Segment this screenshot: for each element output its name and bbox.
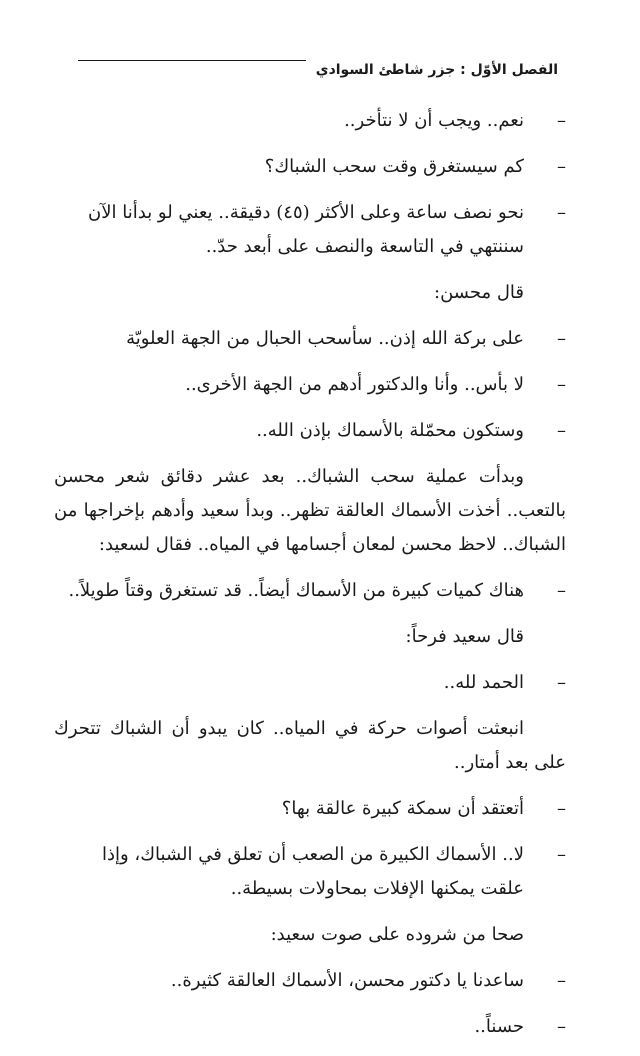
page-body: [54, 104, 566, 1056]
chapter-title: الفصل الأوّل : جزر شاطئ السوادي: [315, 62, 558, 78]
dialogue-line: [54, 964, 566, 998]
dialogue-dash: –: [557, 1016, 566, 1037]
running-header: [78, 58, 558, 82]
dialogue-dash: –: [557, 156, 566, 177]
narration-line: صحا من شروده على صوت سعيد:: [270, 924, 524, 945]
dialogue-line: [54, 196, 566, 264]
narration-line: قال محسن:: [434, 282, 524, 303]
dialogue-text: نحو نصف ساعة وعلى الأكثر (٤٥) دقيقة.. يعني لو بدأنا الآن سننتهي في التاسعة والنصف على أبعد حدّ..: [88, 202, 524, 257]
narrative-paragraph: وبدأت عملية سحب الشباك.. بعد عشر دقائق شعر محسن بالتعب.. أخذت الأسماك العالقة تظهر.. وبدأ سعيد وأدهم بإخراجها من الشباك.. لاحظ محسن لمعان أجسامها في المياه.. فقال لسعيد:: [54, 466, 566, 555]
dialogue-text: على بركة الله إذن.. سأسحب الحبال من الجهة العلويّة: [126, 328, 524, 349]
dialogue-line: [54, 666, 566, 700]
narration-line: قال سعيد فرحاً:: [405, 626, 524, 647]
dialogue-line: [54, 838, 566, 906]
dialogue-dash: –: [557, 110, 566, 131]
dialogue-dash: –: [557, 970, 566, 991]
dialogue-line: [54, 574, 566, 608]
dialogue-line: [54, 414, 566, 448]
dialogue-line: [54, 1010, 566, 1044]
dialogue-line: [54, 322, 566, 356]
dialogue-line: [54, 368, 566, 402]
dialogue-text: وستكون محمّلة بالأسماك بإذن الله..: [256, 420, 524, 441]
dialogue-text: حسناً..: [474, 1016, 524, 1037]
dialogue-text: لا بأس.. وأنا والدكتور أدهم من الجهة الأخرى..: [185, 374, 524, 395]
header-rule: [78, 60, 306, 61]
dialogue-line: [54, 104, 566, 138]
narrative-paragraph: انبعثت أصوات حركة في المياه.. كان يبدو أن الشباك تتحرك على بعد أمتار..: [54, 718, 566, 773]
dialogue-line: [54, 792, 566, 826]
dialogue-dash: –: [557, 798, 566, 819]
dialogue-dash: –: [557, 374, 566, 395]
dialogue-text: الحمد لله..: [443, 672, 524, 693]
dialogue-dash: –: [557, 328, 566, 349]
dialogue-dash: –: [557, 844, 566, 865]
dialogue-text: كم سيستغرق وقت سحب الشباك؟: [264, 156, 524, 177]
dialogue-text: ساعدنا يا دكتور محسن، الأسماك العالقة كثيرة..: [170, 970, 524, 991]
dialogue-dash: –: [557, 202, 566, 223]
dialogue-dash: –: [557, 672, 566, 693]
dialogue-text: نعم.. ويجب أن لا نتأخر..: [344, 110, 524, 131]
dialogue-text: هناك كميات كبيرة من الأسماك أيضاً.. قد تستغرق وقتاً طويلاً..: [68, 580, 524, 601]
dialogue-dash: –: [557, 420, 566, 441]
dialogue-text: لا.. الأسماك الكبيرة من الصعب أن تعلق في الشباك، وإذا علقت يمكنها الإفلات بمحاولات بسيطة..: [101, 844, 524, 899]
dialogue-text: أتعتقد أن سمكة كبيرة عالقة بها؟: [281, 798, 524, 819]
dialogue-line: [54, 150, 566, 184]
dialogue-dash: –: [557, 580, 566, 601]
